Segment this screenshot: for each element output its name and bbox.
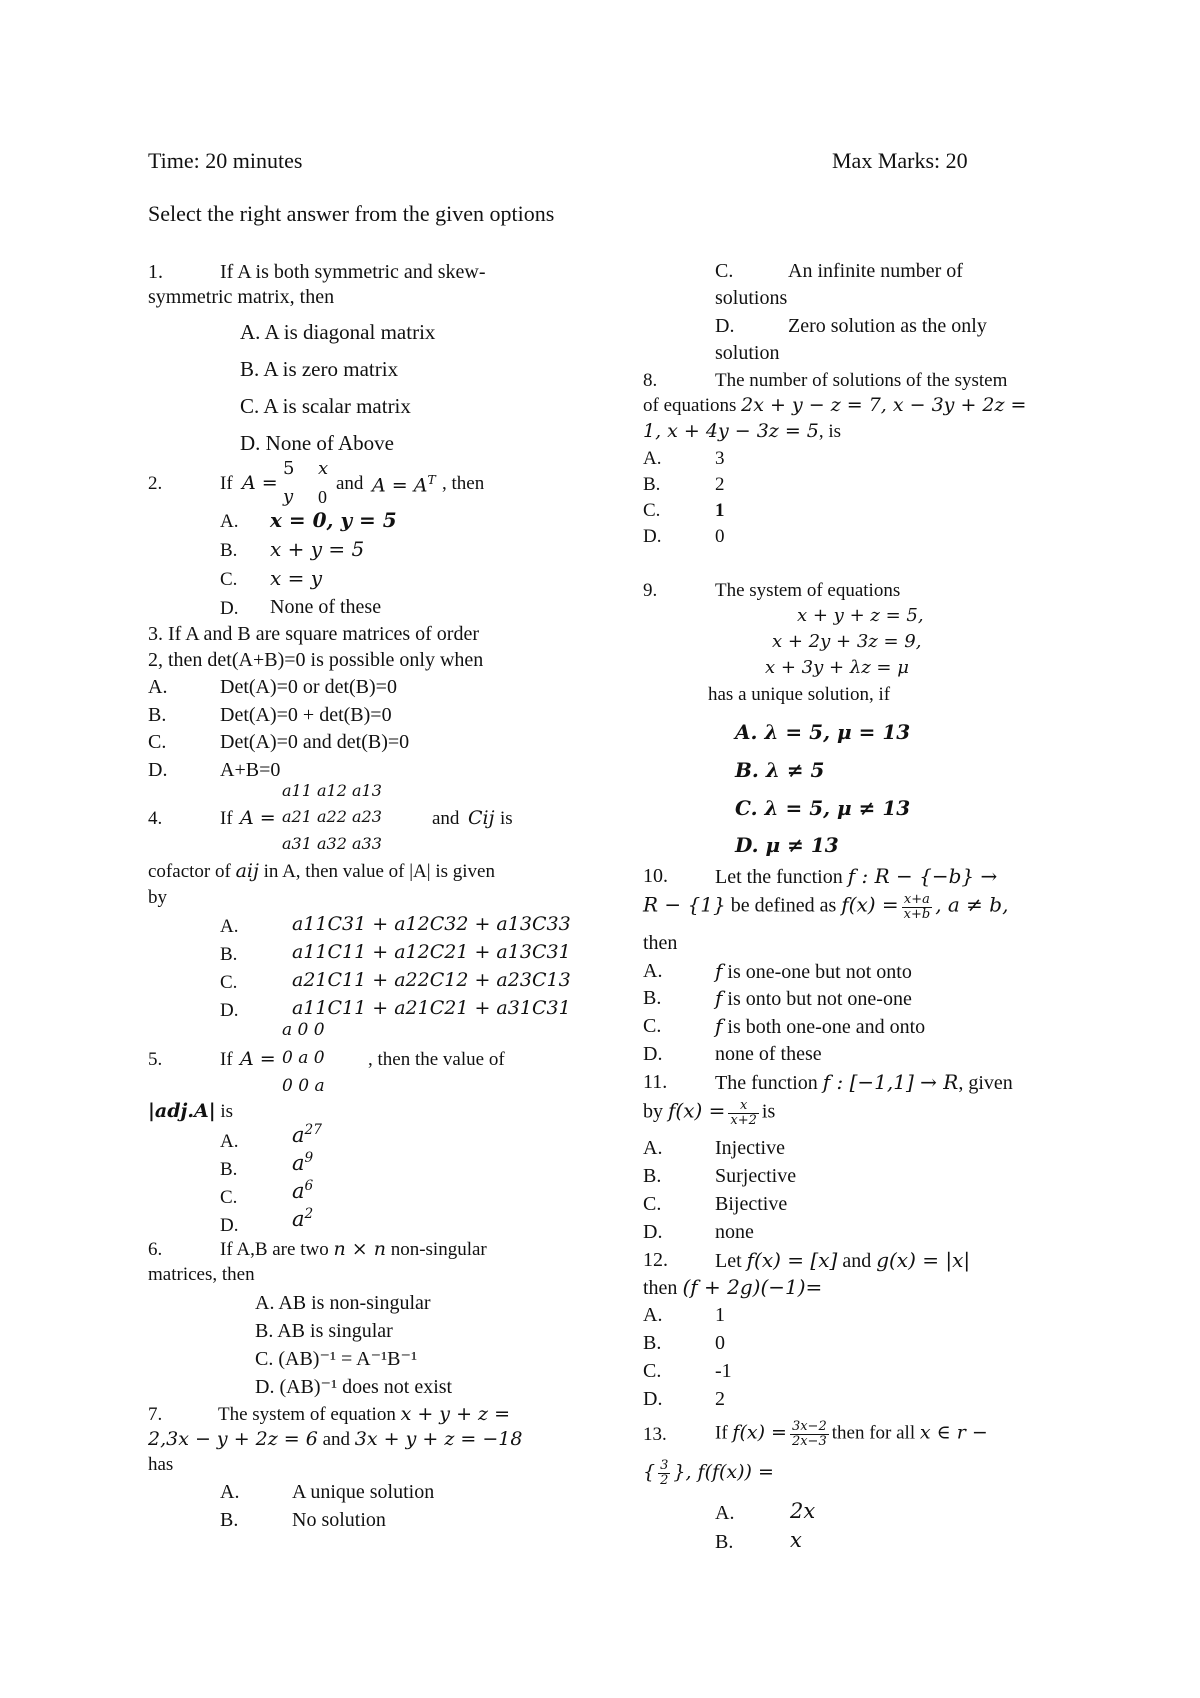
question-text: If A is both symmetric and skew- bbox=[220, 261, 486, 283]
matrix-entry: 0 bbox=[318, 487, 327, 507]
question-number: 6. bbox=[148, 1239, 163, 1260]
option-b[interactable]: B. AB is singular bbox=[255, 1320, 393, 1342]
question-number: 12. bbox=[643, 1249, 668, 1271]
matrix-entry: 5 bbox=[283, 458, 295, 479]
option-d[interactable]: $a^2$ bbox=[292, 1206, 314, 1231]
option-a[interactable]: Injective bbox=[715, 1137, 785, 1159]
question-text: Let f(x) = [x] and g(x) = |x| bbox=[715, 1248, 971, 1272]
question-text: and bbox=[336, 473, 364, 494]
option-b[interactable]: a11C11 + a12C21 + a13C31 bbox=[292, 941, 571, 963]
question-text-cont: of equations 2x + y − z = 7, x − 3y + 2z = bbox=[643, 394, 1027, 416]
option-b[interactable]: No solution bbox=[292, 1509, 386, 1531]
option-label: B. bbox=[643, 474, 661, 495]
option-label: B. bbox=[220, 1509, 239, 1531]
option-b[interactable]: Det(A)=0 + det(B)=0 bbox=[220, 704, 392, 726]
option-label: A. bbox=[715, 1502, 735, 1524]
question-text-cont: { $\frac{3}{2}$ }, f(f(x)) = bbox=[643, 1458, 774, 1488]
option-a[interactable]: Det(A)=0 or det(B)=0 bbox=[220, 676, 397, 698]
option-label: A. bbox=[643, 960, 663, 982]
option-d[interactable]: none of these bbox=[715, 1043, 822, 1065]
option-d[interactable]: D. μ ≠ 13 bbox=[735, 833, 839, 857]
option-b[interactable]: 0 bbox=[715, 1332, 725, 1354]
equation-line: x + 2y + 3z = 9, bbox=[772, 631, 922, 652]
math-expr: A = bbox=[240, 807, 276, 829]
option-label: D. bbox=[220, 1000, 239, 1021]
option-label: A. bbox=[220, 511, 239, 532]
option-d[interactable]: Zero solution as the only bbox=[788, 315, 987, 337]
math-expr: A = bbox=[240, 1048, 276, 1070]
option-c[interactable]: Det(A)=0 and det(B)=0 bbox=[220, 731, 410, 753]
question-text-cont: 1, x + 4y − 3z = 5, is bbox=[643, 420, 842, 442]
option-label: B. bbox=[220, 944, 238, 965]
option-b[interactable]: f is onto but not one-one bbox=[715, 986, 912, 1010]
question-number: 10. bbox=[643, 865, 668, 887]
question-number: 5. bbox=[148, 1049, 163, 1070]
question-text-cont: |adj.A| is bbox=[148, 1100, 234, 1122]
time-label: Time: 20 minutes bbox=[148, 148, 303, 173]
option-label: C. bbox=[643, 1360, 662, 1382]
option-b[interactable]: x + y = 5 bbox=[270, 537, 365, 561]
matrix-row: a21 a22 a23 bbox=[282, 807, 382, 826]
option-b[interactable]: 2 bbox=[715, 474, 725, 495]
option-a[interactable]: 1 bbox=[715, 1304, 725, 1326]
option-c-cont: solutions bbox=[715, 287, 788, 309]
option-b[interactable]: x bbox=[790, 1528, 802, 1552]
option-a[interactable]: $a^{27}$ bbox=[292, 1122, 322, 1147]
matrix-row: a11 a12 a13 bbox=[282, 781, 382, 800]
math-expr: $A = A^T$ bbox=[372, 473, 436, 497]
question-text: If bbox=[220, 473, 233, 494]
question-text: is bbox=[500, 808, 513, 829]
option-label: C. bbox=[220, 972, 238, 993]
option-d-cont: solution bbox=[715, 342, 780, 364]
question-text-cont: has bbox=[148, 1454, 174, 1475]
option-label: A. bbox=[643, 1137, 663, 1159]
question-text: , then the value of bbox=[368, 1049, 505, 1070]
question-text: Let the function f : R − {−b} → bbox=[715, 864, 998, 888]
option-label: D. bbox=[643, 1043, 663, 1065]
question-text-cont: then bbox=[643, 932, 678, 954]
option-d[interactable]: A+B=0 bbox=[220, 759, 281, 781]
equation-line: x + y + z = 5, bbox=[797, 605, 924, 626]
option-label: A. bbox=[643, 1304, 663, 1326]
matrix-row: 0 a 0 bbox=[282, 1048, 325, 1068]
option-label: C. bbox=[643, 1015, 662, 1037]
question-number: 8. bbox=[643, 370, 658, 391]
option-c[interactable]: a21C11 + a22C12 + a23C13 bbox=[292, 969, 571, 991]
option-a[interactable]: A. λ = 5, μ = 13 bbox=[735, 720, 911, 744]
question-text-cont: has a unique solution, if bbox=[708, 684, 891, 705]
option-label: D. bbox=[148, 759, 168, 781]
question-text: , then bbox=[442, 473, 485, 494]
option-a[interactable]: A. A is diagonal matrix bbox=[240, 320, 436, 344]
question-text-cont: matrices, then bbox=[148, 1264, 255, 1285]
option-label: C. bbox=[220, 1187, 238, 1208]
equation-line: x + 3y + λz = μ bbox=[765, 657, 909, 678]
math-expr: Cij bbox=[468, 807, 495, 829]
option-b[interactable]: Surjective bbox=[715, 1165, 797, 1187]
option-label: B. bbox=[220, 1159, 238, 1180]
option-label: D. bbox=[220, 598, 239, 619]
option-c[interactable]: $a^6$ bbox=[292, 1178, 314, 1203]
question-number: 11. bbox=[643, 1071, 668, 1093]
question-text: If A,B are two n × n non-singular bbox=[220, 1238, 487, 1260]
option-label: C. bbox=[220, 569, 238, 590]
option-c[interactable]: 1 bbox=[715, 500, 725, 521]
option-label: C. bbox=[148, 731, 167, 753]
option-label: D. bbox=[220, 1215, 239, 1236]
option-label: B. bbox=[220, 540, 238, 561]
option-c[interactable]: x = y bbox=[270, 566, 323, 590]
instruction-text: Select the right answer from the given options bbox=[148, 201, 555, 226]
option-label: A. bbox=[643, 448, 662, 469]
option-label: D. bbox=[643, 1221, 663, 1243]
question-text-cont: 2, then det(A+B)=0 is possible only when bbox=[148, 649, 484, 671]
option-b[interactable]: B. λ ≠ 5 bbox=[735, 758, 825, 782]
question-text: 3. If A and B are square matrices of order bbox=[148, 623, 479, 645]
option-c[interactable]: C. A is scalar matrix bbox=[240, 394, 411, 418]
option-label: D. bbox=[643, 526, 662, 547]
question-text-cont: symmetric matrix, then bbox=[148, 286, 335, 308]
option-label: A. bbox=[220, 916, 239, 937]
option-label: B. bbox=[643, 987, 662, 1009]
option-b[interactable]: B. A is zero matrix bbox=[240, 357, 399, 381]
option-a[interactable]: f is one-one but not onto bbox=[715, 959, 912, 983]
option-c[interactable]: C. λ = 5, μ ≠ 13 bbox=[735, 796, 911, 820]
option-a[interactable]: a11C31 + a12C32 + a13C33 bbox=[292, 913, 571, 935]
question-text: If bbox=[220, 1049, 233, 1070]
option-label: C. bbox=[715, 260, 734, 282]
question-number: 2. bbox=[148, 473, 163, 494]
question-number: 9. bbox=[643, 580, 658, 601]
option-c[interactable]: f is both one-one and onto bbox=[715, 1014, 926, 1038]
math-expr: A = bbox=[242, 472, 278, 494]
option-d[interactable]: a11C11 + a21C21 + a31C31 bbox=[292, 997, 571, 1019]
question-text: and bbox=[432, 808, 460, 829]
matrix-row: a31 a32 a33 bbox=[282, 834, 382, 853]
option-label: B. bbox=[715, 1531, 734, 1553]
option-label: D. bbox=[643, 1388, 663, 1410]
question-text-cont: by bbox=[148, 887, 167, 908]
option-d[interactable]: D. (AB)⁻¹ does not exist bbox=[255, 1376, 453, 1398]
option-d[interactable]: None of these bbox=[270, 596, 382, 618]
option-d[interactable]: none bbox=[715, 1221, 754, 1243]
question-text-cont: by f(x) = $\frac{x}{x+2}$ is bbox=[643, 1098, 776, 1128]
question-text: The system of equation x + y + z = bbox=[218, 1403, 510, 1425]
option-c[interactable]: An infinite number of bbox=[788, 260, 963, 282]
option-b[interactable]: $a^9$ bbox=[292, 1150, 314, 1175]
option-a[interactable]: 3 bbox=[715, 448, 725, 469]
question-text: The number of solutions of the system bbox=[715, 370, 1008, 391]
option-a[interactable]: A unique solution bbox=[292, 1481, 435, 1503]
question-text: The system of equations bbox=[715, 580, 901, 601]
option-label: A. bbox=[148, 676, 168, 698]
matrix-row: 0 0 a bbox=[282, 1076, 325, 1096]
option-d[interactable]: 0 bbox=[715, 526, 725, 547]
option-label: D. bbox=[715, 315, 735, 337]
option-a[interactable]: 2x bbox=[790, 1499, 816, 1523]
question-text-cont: then (f + 2g)(−1)= bbox=[643, 1275, 823, 1299]
question-number: 4. bbox=[148, 808, 163, 829]
matrix-entry: x bbox=[318, 458, 329, 479]
option-c[interactable]: Bijective bbox=[715, 1193, 788, 1215]
option-a[interactable]: A. AB is non-singular bbox=[255, 1292, 431, 1314]
question-text: If bbox=[220, 808, 233, 829]
option-label: B. bbox=[643, 1332, 662, 1354]
question-number: 13. bbox=[643, 1424, 667, 1445]
option-d[interactable]: 2 bbox=[715, 1388, 725, 1410]
question-text-cont: cofactor of aij in A, then value of |A| is given bbox=[148, 860, 495, 882]
matrix-entry: y bbox=[283, 486, 294, 507]
question-text: The function f : [−1,1] → R, given bbox=[715, 1070, 1013, 1094]
option-label: A. bbox=[220, 1481, 240, 1503]
option-label: C. bbox=[643, 500, 661, 521]
question-number: 7. bbox=[148, 1404, 163, 1425]
option-label: B. bbox=[148, 704, 167, 726]
option-label: B. bbox=[643, 1165, 662, 1187]
option-a[interactable]: x = 0, y = 5 bbox=[270, 508, 397, 532]
option-c[interactable]: -1 bbox=[715, 1360, 732, 1382]
matrix-row: a 0 0 bbox=[282, 1020, 325, 1040]
option-label: C. bbox=[643, 1193, 662, 1215]
question-text-cont: R − {1} be defined as f(x) = $\frac{x+a}{x+b}$ , a ≠ b, bbox=[643, 892, 1009, 922]
option-label: A. bbox=[220, 1131, 239, 1152]
option-d[interactable]: D. None of Above bbox=[240, 431, 394, 455]
question-text: If f(x) = $\frac{3x-2}{2x-3}$ then for all x ∈ r − bbox=[715, 1419, 988, 1449]
question-text-cont: 2,3x − y + 2z = 6 and 3x + y + z = −18 bbox=[148, 1428, 523, 1450]
option-c[interactable]: C. (AB)⁻¹ = A⁻¹B⁻¹ bbox=[255, 1348, 418, 1370]
question-number: 1. bbox=[148, 261, 163, 283]
max-marks-label: Max Marks: 20 bbox=[832, 148, 968, 173]
